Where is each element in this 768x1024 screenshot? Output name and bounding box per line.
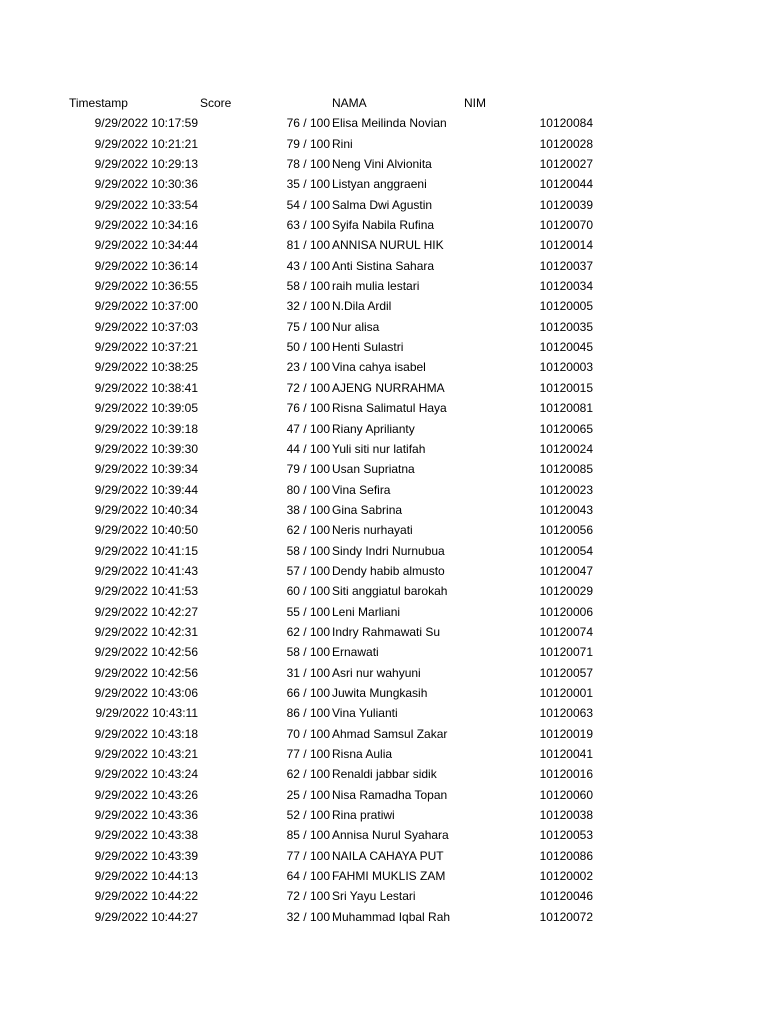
cell-score: 77 / 100	[286, 747, 330, 761]
cell-timestamp: 9/29/2022 10:38:41	[94, 380, 198, 395]
cell-nim: 10120046	[539, 889, 593, 904]
table-row	[0, 317, 768, 337]
cell-nim: 10120014	[539, 238, 593, 253]
cell-score: 43 / 100	[286, 258, 330, 273]
cell-timestamp: 9/29/2022 10:40:50	[94, 523, 198, 538]
table-row	[0, 276, 768, 296]
cell-timestamp: 9/29/2022 10:42:31	[94, 624, 198, 639]
cell-nama: Salma Dwi Agustin	[332, 197, 433, 212]
cell-nama: Neris nurhayati	[332, 523, 413, 538]
cell-timestamp: 9/29/2022 10:34:44	[94, 238, 198, 253]
cell-timestamp: 9/29/2022 10:42:56	[94, 665, 198, 680]
cell-score: 80 / 100	[286, 482, 330, 497]
cell-timestamp: 9/29/2022 10:37:21	[94, 340, 198, 355]
cell-nim: 10120043	[539, 502, 593, 517]
table-row	[0, 459, 768, 479]
cell-nim: 10120056	[539, 523, 593, 538]
cell-nim: 10120057	[539, 665, 593, 680]
cell-timestamp: 9/29/2022 10:34:16	[94, 218, 198, 233]
cell-nim: 10120045	[539, 340, 593, 355]
cell-score: 57 / 100	[286, 563, 330, 578]
cell-timestamp: 9/29/2022 10:33:54	[94, 197, 198, 212]
cell-score: 79 / 100	[286, 136, 330, 151]
cell-nim: 10120054	[539, 543, 593, 558]
cell-nim: 10120035	[539, 319, 593, 334]
table-row	[0, 480, 768, 500]
cell-nama: Rini	[332, 136, 353, 151]
cell-timestamp: 9/29/2022 10:38:25	[94, 360, 198, 375]
cell-nama: Annisa Nurul Syahara	[332, 828, 449, 843]
table-row	[0, 215, 768, 235]
cell-nim: 10120016	[539, 767, 593, 782]
table-row	[0, 174, 768, 194]
cell-nama: Elisa Meilinda Novian	[332, 116, 447, 131]
cell-nim: 10120074	[539, 624, 593, 639]
table-row	[0, 642, 768, 662]
cell-timestamp: 9/29/2022 10:39:18	[94, 421, 198, 436]
cell-score: 85 / 100	[286, 828, 330, 843]
cell-nim: 10120029	[539, 584, 593, 599]
cell-nama: Nur alisa	[332, 319, 380, 334]
cell-score: 62 / 100	[286, 624, 330, 639]
cell-nama: Siti anggiatul barokah	[332, 584, 448, 599]
table-row	[0, 622, 768, 642]
cell-score: 38 / 100	[286, 502, 330, 517]
cell-timestamp: 9/29/2022 10:29:13	[94, 157, 198, 172]
cell-score: 52 / 100	[286, 808, 330, 823]
cell-timestamp: 9/29/2022 10:40:34	[94, 502, 198, 517]
cell-nama: AJENG NURRAHMA	[332, 380, 445, 395]
cell-timestamp: 9/29/2022 10:43:24	[94, 767, 198, 782]
cell-score: 58 / 100	[286, 543, 330, 558]
cell-timestamp: 9/29/2022 10:41:43	[94, 563, 198, 578]
cell-nim: 10120081	[539, 401, 593, 416]
cell-nama: Asri nur wahyuni	[332, 665, 421, 680]
table-row	[0, 235, 768, 255]
cell-nama: Muhammad Iqbal Rah	[332, 909, 451, 924]
cell-score: 47 / 100	[286, 421, 330, 436]
cell-timestamp: 9/29/2022 10:44:13	[94, 869, 198, 884]
cell-score: 70 / 100	[286, 726, 330, 741]
cell-nim: 10120063	[539, 706, 593, 721]
cell-nama: Riany Aprilianty	[332, 421, 415, 436]
cell-score: 31 / 100	[286, 665, 330, 680]
table-row	[0, 500, 768, 520]
table-row	[0, 866, 768, 886]
table-row	[0, 846, 768, 866]
cell-score: 75 / 100	[286, 319, 330, 334]
cell-score: 76 / 100	[286, 401, 330, 416]
cell-score: 23 / 100	[286, 360, 330, 375]
cell-nama: Anti Sistina Sahara	[332, 258, 435, 273]
cell-nama: NAILA CAHAYA PUT	[332, 848, 444, 863]
header-row	[0, 93, 768, 113]
cell-score: 78 / 100	[286, 157, 330, 172]
cell-score: 32 / 100	[286, 909, 330, 924]
cell-score: 35 / 100	[286, 177, 330, 192]
table-row	[0, 520, 768, 540]
cell-nama: Listyan anggraeni	[332, 177, 427, 192]
table-row	[0, 805, 768, 825]
cell-timestamp: 9/29/2022 10:43:26	[94, 787, 198, 802]
table-row	[0, 602, 768, 622]
table-row	[0, 886, 768, 906]
cell-score: 25 / 100	[286, 787, 330, 802]
cell-timestamp: 9/29/2022 10:42:27	[94, 604, 198, 619]
table-row	[0, 663, 768, 683]
cell-nama: Dendy habib almusto	[332, 563, 445, 578]
table-row	[0, 296, 768, 316]
cell-nama: Renaldi jabbar sidik	[332, 767, 437, 782]
cell-timestamp: 9/29/2022 10:37:00	[94, 299, 198, 314]
cell-score: 50 / 100	[286, 340, 330, 355]
cell-timestamp: 9/29/2022 10:43:38	[94, 828, 198, 843]
cell-nim: 10120044	[539, 177, 593, 192]
table-row	[0, 703, 768, 723]
cell-score: 63 / 100	[286, 218, 330, 233]
cell-score: 62 / 100	[286, 523, 330, 538]
cell-timestamp: 9/29/2022 10:41:15	[94, 543, 198, 558]
cell-nim: 10120072	[539, 909, 593, 924]
cell-score: 60 / 100	[286, 584, 330, 599]
cell-timestamp: 9/29/2022 10:44:27	[94, 909, 198, 924]
cell-score: 64 / 100	[286, 869, 330, 884]
cell-nim: 10120028	[539, 136, 593, 151]
cell-nama: raih mulia lestari	[332, 279, 420, 294]
cell-nim: 10120002	[539, 869, 593, 884]
header-nim: NIM	[464, 96, 486, 110]
table-row	[0, 764, 768, 784]
cell-timestamp: 9/29/2022 10:21:21	[94, 136, 198, 151]
cell-timestamp: 9/29/2022 10:43:06	[94, 685, 198, 700]
cell-nim: 10120086	[539, 848, 593, 863]
cell-timestamp: 9/29/2022 10:43:39	[94, 848, 198, 863]
cell-timestamp: 9/29/2022 10:39:05	[94, 401, 198, 416]
cell-score: 72 / 100	[286, 380, 330, 395]
cell-timestamp: 9/29/2022 10:39:34	[94, 462, 198, 477]
cell-nim: 10120060	[539, 787, 593, 802]
cell-nama: Rina pratiwi	[332, 808, 395, 823]
cell-nim: 10120039	[539, 197, 593, 212]
cell-score: 44 / 100	[286, 441, 330, 456]
cell-score: 77 / 100	[286, 848, 330, 863]
cell-score: 58 / 100	[286, 279, 330, 294]
cell-nim: 10120084	[539, 116, 593, 131]
cell-score: 79 / 100	[286, 462, 330, 477]
cell-timestamp: 9/29/2022 10:41:53	[94, 584, 198, 599]
table-row	[0, 113, 768, 133]
cell-nim: 10120085	[539, 462, 593, 477]
cell-timestamp: 9/29/2022 10:17:59	[94, 116, 198, 131]
cell-nim: 10120005	[539, 299, 593, 314]
cell-timestamp: 9/29/2022 10:36:55	[94, 279, 198, 294]
cell-nama: Nisa Ramadha Topan	[332, 787, 448, 802]
cell-score: 32 / 100	[286, 299, 330, 314]
cell-nim: 10120038	[539, 808, 593, 823]
table-row	[0, 154, 768, 174]
cell-nama: Sindy Indri Nurnubua	[332, 543, 445, 558]
table-row	[0, 378, 768, 398]
cell-score: 55 / 100	[286, 604, 330, 619]
cell-nim: 10120015	[539, 380, 593, 395]
cell-nama: Gina Sabrina	[332, 502, 403, 517]
cell-nim: 10120047	[539, 563, 593, 578]
cell-score: 62 / 100	[286, 767, 330, 782]
table-row	[0, 134, 768, 154]
cell-nama: Juwita Mungkasih	[332, 685, 428, 700]
cell-nim: 10120027	[539, 157, 593, 172]
cell-timestamp: 9/29/2022 10:44:22	[94, 889, 198, 904]
table-row	[0, 785, 768, 805]
cell-timestamp: 9/29/2022 10:30:36	[94, 177, 198, 192]
table-row	[0, 683, 768, 703]
table-row	[0, 541, 768, 561]
table-row	[0, 907, 768, 927]
table-body	[0, 113, 768, 927]
table-row	[0, 398, 768, 418]
header-score: Score	[200, 96, 232, 110]
cell-timestamp: 9/29/2022 10:43:36	[94, 808, 198, 823]
cell-nama: Henti Sulastri	[332, 340, 404, 355]
header-nama: NAMA	[332, 96, 367, 110]
cell-nim: 10120003	[539, 360, 593, 375]
cell-nama: Yuli siti nur latifah	[332, 441, 426, 456]
cell-timestamp: 9/29/2022 10:39:44	[94, 482, 198, 497]
cell-nim: 10120001	[539, 685, 593, 700]
cell-nim: 10120065	[539, 421, 593, 436]
cell-timestamp: 9/29/2022 10:36:14	[94, 258, 198, 273]
table-row	[0, 439, 768, 459]
cell-nama: Vina cahya isabel	[332, 360, 426, 375]
cell-timestamp: 9/29/2022 10:43:11	[95, 706, 198, 721]
cell-nama: Risna Aulia	[332, 747, 393, 761]
cell-nim: 10120006	[539, 604, 593, 619]
table-row	[0, 581, 768, 601]
table-row	[0, 724, 768, 744]
table-row	[0, 195, 768, 215]
cell-timestamp: 9/29/2022 10:39:30	[94, 441, 198, 456]
table-row	[0, 337, 768, 357]
table-row	[0, 357, 768, 377]
cell-timestamp: 9/29/2022 10:37:03	[94, 319, 198, 334]
cell-timestamp: 9/29/2022 10:42:56	[94, 645, 198, 660]
spreadsheet-table	[0, 93, 768, 927]
table-row	[0, 825, 768, 845]
cell-score: 72 / 100	[286, 889, 330, 904]
cell-nim: 10120053	[539, 828, 593, 843]
cell-nim: 10120034	[539, 279, 593, 294]
cell-nim: 10120037	[539, 258, 593, 273]
cell-score: 81 / 100	[286, 238, 330, 253]
cell-score: 66 / 100	[286, 685, 330, 700]
table-row	[0, 419, 768, 439]
cell-nama: Vina Yulianti	[332, 706, 398, 721]
cell-nim: 10120023	[539, 482, 593, 497]
cell-nama: Syifa Nabila Rufina	[332, 218, 435, 233]
cell-nama: Vina Sefira	[332, 482, 391, 497]
cell-nama: Ahmad Samsul Zakar	[332, 726, 448, 741]
cell-score: 54 / 100	[286, 197, 330, 212]
cell-nama: Risna Salimatul Haya	[332, 401, 447, 416]
cell-timestamp: 9/29/2022 10:43:18	[94, 726, 198, 741]
cell-nama: Sri Yayu Lestari	[332, 889, 416, 904]
cell-nim: 10120070	[539, 218, 593, 233]
cell-nama: ANNISA NURUL HIK	[332, 238, 444, 253]
table-row	[0, 561, 768, 581]
table-row	[0, 256, 768, 276]
cell-nama: FAHMI MUKLIS ZAM	[332, 869, 446, 884]
cell-nama: Indry Rahmawati Su	[332, 624, 441, 639]
cell-nama: Leni Marliani	[332, 604, 401, 619]
cell-nama: Neng Vini Alvionita	[332, 157, 432, 172]
cell-score: 76 / 100	[286, 116, 330, 131]
cell-score: 86 / 100	[286, 706, 330, 721]
cell-nim: 10120041	[539, 747, 593, 761]
cell-nama: N.Dila Ardil	[332, 299, 392, 314]
cell-nim: 10120019	[539, 726, 593, 741]
cell-nim: 10120024	[539, 441, 593, 456]
cell-nim: 10120071	[539, 645, 593, 660]
header-timestamp: Timestamp	[69, 96, 128, 110]
cell-score: 58 / 100	[286, 645, 330, 660]
cell-nama: Usan Supriatna	[332, 462, 415, 477]
cell-timestamp: 9/29/2022 10:43:21	[94, 747, 198, 761]
table-row	[0, 744, 768, 764]
cell-nama: Ernawati	[332, 645, 379, 660]
